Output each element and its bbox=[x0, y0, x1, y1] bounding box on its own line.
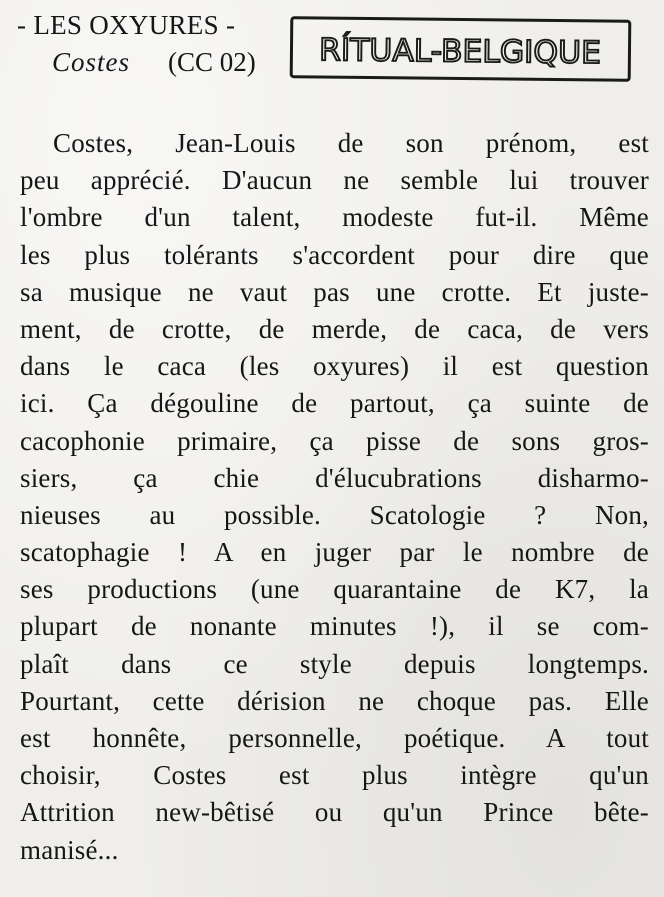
review-line: choisir, Costes est plus intègre qu'un bbox=[20, 760, 649, 791]
review-line: ici. Ça dégouline de partout, ça suinte de bbox=[20, 388, 649, 419]
catalog-number: (CC 02) bbox=[168, 47, 256, 77]
review-line: scatophagie ! A en juger par le nombre de bbox=[20, 537, 649, 568]
review-header bbox=[0, 0, 664, 100]
review-line: ment, de crotte, de merde, de caca, de vers bbox=[20, 313, 649, 344]
review-line: Costes, Jean-Louis de son prénom, est bbox=[53, 128, 649, 158]
review-line: dans le caca (les oxyures) il est question bbox=[20, 351, 649, 382]
review-line: sa musique ne vaut pas une crotte. Et juste- bbox=[20, 276, 649, 307]
review-line: plupart de nonante minutes !), il se com- bbox=[20, 611, 649, 642]
review-body bbox=[20, 125, 649, 869]
review-line: ses productions (une quarantaine de K7, la bbox=[20, 574, 649, 605]
review-line: cacophonie primaire, ça pisse de sons gros- bbox=[20, 425, 649, 456]
artist-name: Costes bbox=[52, 47, 131, 77]
review-line: nieuses au possible. Scatologie ? Non, bbox=[20, 499, 649, 530]
review-line: plaît dans ce style depuis longtemps. bbox=[20, 648, 649, 679]
review-line: Attrition new-bêtisé ou qu'un Prince bête- bbox=[20, 797, 649, 828]
review-line: les plus tolérants s'accordent pour dire que bbox=[20, 239, 649, 270]
review-title: - LES OXYURES - bbox=[17, 10, 236, 40]
review-line: Pourtant, cette dérision ne choque pas. Elle bbox=[20, 685, 649, 716]
label-stamp bbox=[290, 16, 632, 82]
label-stamp-text: RÍTUAL-BELGIQUE bbox=[318, 33, 595, 72]
label-stamp-handwriting bbox=[293, 19, 629, 79]
review-line: manisé... bbox=[20, 834, 119, 865]
review-line: peu apprécié. D'aucun ne semble lui trouver bbox=[20, 165, 649, 196]
review-line: l'ombre d'un talent, modeste fut-il. Même bbox=[20, 202, 649, 233]
review-line: est honnête, personnelle, poétique. A tout bbox=[20, 723, 649, 753]
review-line: siers, ça chie d'élucubrations disharmo- bbox=[20, 462, 649, 493]
